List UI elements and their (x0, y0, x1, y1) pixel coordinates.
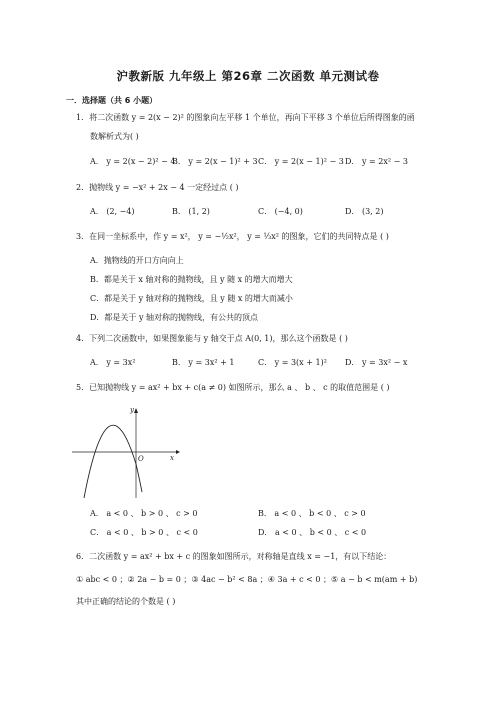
q1-stem: 1．将二次函数 y = 2(x − 2)² 的图象向左平移 1 个单位，再向下平移 3 个单位后所得图象的函 (76, 113, 415, 122)
graph-label-origin: O (138, 455, 144, 463)
q3-option-a: A．抛物线的开口方向向上 (90, 256, 184, 265)
graph-label-y: y (130, 406, 134, 414)
q2-option-c: C． (−4, 0) (258, 207, 303, 216)
q3-option-c: C．都是关于 y 轴对称的抛物线，且 y 随 x 的增大而减小 (90, 294, 293, 303)
q1-option-c: C． y = 2(x − 1)² − 3 (258, 157, 344, 166)
q1-option-d: D． y = 2x² − 3 (345, 157, 408, 166)
q5-option-a: A． a < 0 、 b > 0 、 c > 0 (90, 509, 198, 518)
q2-option-b: B． (1, 2) (172, 207, 210, 216)
q4-stem: 4．下列二次函数中，如果图象能与 y 轴交于点 A(0, 1)，那么这个函数是 ( ) (76, 334, 348, 343)
q5-option-d: D． a < 0 、 b < 0 、 c < 0 (258, 528, 367, 537)
parabola-graph (70, 402, 190, 502)
x-axis-arrow (176, 450, 180, 454)
q2-stem: 2．抛物线 y = −x² + 2x − 4 一定经过点 ( ) (76, 183, 239, 192)
parabola-curve (84, 425, 142, 498)
q3-stem: 3．在同一坐标系中，作 y = x²， y = −½x²， y = ⅓x² 的图象，它们的共同特点是 ( ) (76, 232, 389, 241)
q2-option-a: A． (2, −4) (90, 207, 135, 216)
q3-option-b: B．都是关于 x 轴对称的抛物线，且 y 随 x 的增大而增大 (90, 275, 293, 284)
q6-conclusions: ① abc < 0 ；② 2a − b = 0 ；③ 4ac − b² < 8a ；④ 3a + c < 0 ；⑤ a − b < m(am + b) (76, 575, 418, 584)
q6-stem: 6．二次函数 y = ax² + bx + c 的图象如图所示，对称轴是直线 x = −1，有以下结论： (76, 552, 392, 561)
q1-stem-cont: 数解析式为( ) (90, 132, 139, 141)
q4-option-c: C． y = 3(x + 1)² (258, 358, 327, 367)
q4-option-b: B． y = 3x² + 1 (172, 358, 235, 367)
q4-option-d: D． y = 3x² − x (345, 358, 408, 367)
q5-option-c: C． a < 0 、 b > 0 、 c < 0 (90, 528, 198, 537)
graph-label-x: x (170, 454, 174, 462)
q2-option-d: D． (3, 2) (345, 207, 384, 216)
q1-option-a: A． y = 2(x − 2)² − 4 (90, 157, 176, 166)
section-heading: 一．选择题（共 6 小题） (66, 96, 158, 105)
q1-option-b: B． y = 2(x − 1)² + 3 (172, 157, 258, 166)
q4-option-a: A． y = 3x² (90, 358, 136, 367)
q6-question: 其中正确的结论的个数是 ( ) (76, 597, 176, 606)
q5-stem: 5．已知抛物线 y = ax² + bx + c(a ≠ 0) 如图所示，那么 a 、 b 、 c 的取值范围是 ( ) (76, 383, 390, 392)
page-title: 沪教新版 九年级上 第26章 二次函数 单元测试卷 (116, 69, 380, 83)
y-axis-arrow (134, 408, 138, 413)
q3-option-d: D．都是关于 y 轴对称的抛物线，有公共的顶点 (90, 313, 259, 322)
q5-option-b: B． a < 0 、 b < 0 、 c > 0 (258, 509, 366, 518)
